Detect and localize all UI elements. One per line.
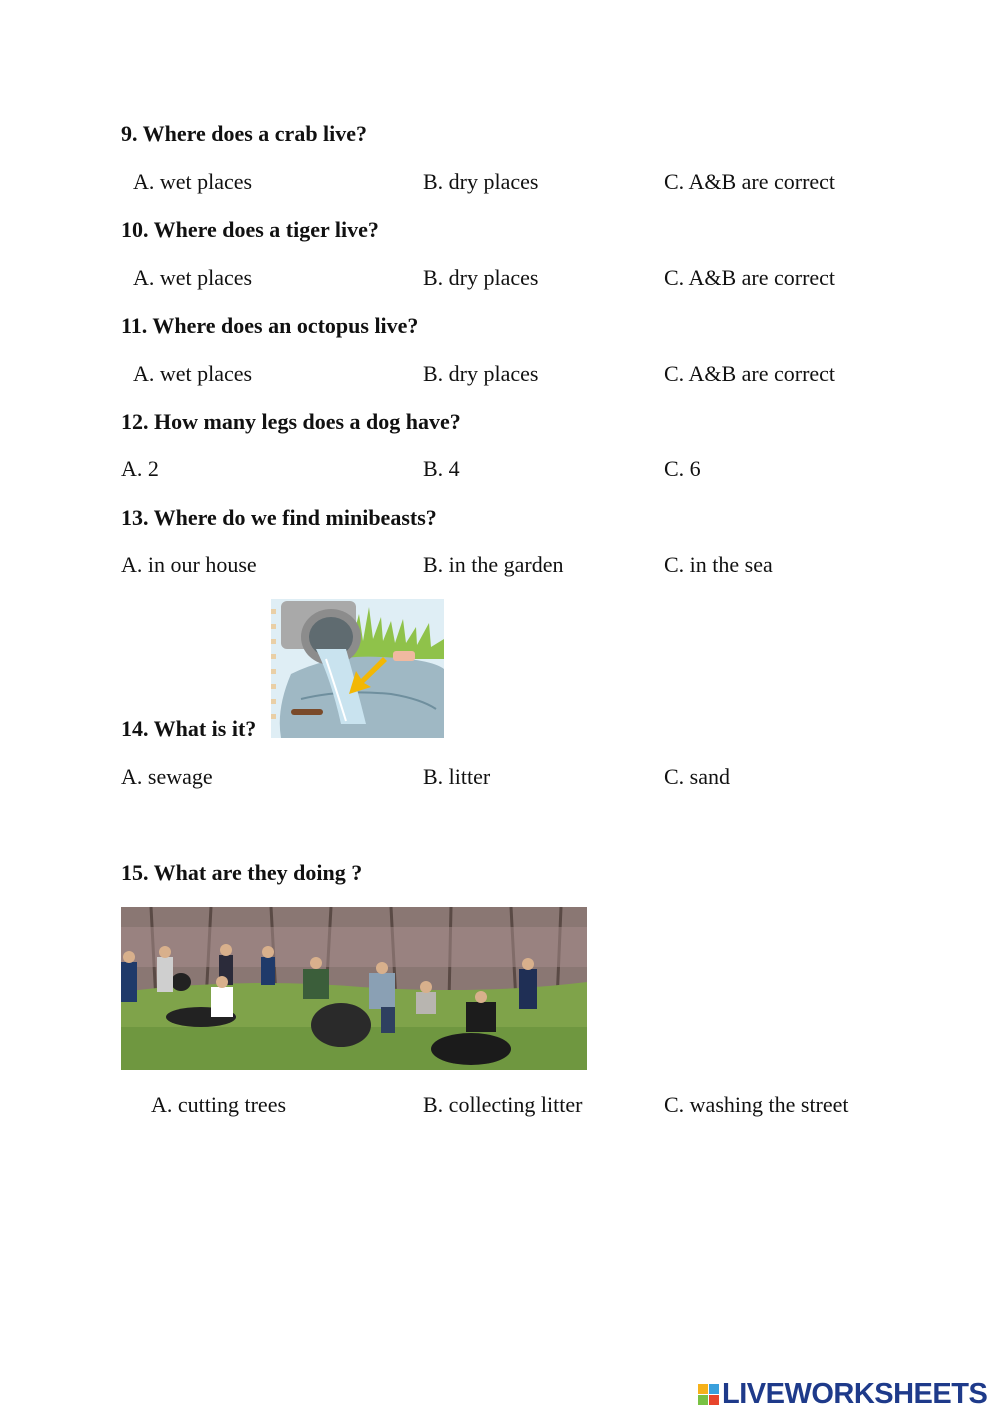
question-10: 10. Where does a tiger live? xyxy=(121,217,379,242)
option-10-c[interactable]: C. A&B are correct xyxy=(664,265,836,290)
question-12: 12. How many legs does a dog have? xyxy=(121,409,461,434)
option-10-b[interactable]: B. dry places xyxy=(423,265,539,290)
option-12-c[interactable]: C. 6 xyxy=(664,456,701,481)
sewage-pipe-illustration xyxy=(271,599,444,738)
option-10-a[interactable]: A. wet places xyxy=(133,265,253,290)
option-12-a[interactable]: A. 2 xyxy=(121,456,159,481)
option-14-a[interactable]: A. sewage xyxy=(121,764,213,789)
option-15-c[interactable]: C. washing the street xyxy=(664,1092,849,1117)
question-14: 14. What is it? xyxy=(121,716,257,741)
option-13-b[interactable]: B. in the garden xyxy=(423,552,564,577)
option-14-c[interactable]: C. sand xyxy=(664,764,730,789)
option-9-c[interactable]: C. A&B are correct xyxy=(664,169,836,194)
option-15-a[interactable]: A. cutting trees xyxy=(151,1092,287,1117)
question-11: 11. Where does an octopus live? xyxy=(121,313,419,338)
option-9-b[interactable]: B. dry places xyxy=(423,169,539,194)
option-11-b[interactable]: B. dry places xyxy=(423,361,539,386)
logo-text: LIVEWORKSHEETS xyxy=(722,1378,988,1410)
question-13: 13. Where do we find minibeasts? xyxy=(121,505,437,530)
question-9: 9. Where does a crab live? xyxy=(121,121,368,146)
option-13-c[interactable]: C. in the sea xyxy=(664,552,773,577)
option-15-b[interactable]: B. collecting litter xyxy=(423,1092,583,1117)
liveworksheets-logo[interactable] xyxy=(698,1378,987,1411)
option-11-a[interactable]: A. wet places xyxy=(133,361,253,386)
sewage-pipe-image xyxy=(271,599,444,738)
option-9-a[interactable]: A. wet places xyxy=(133,169,253,194)
logo-blocks-icon xyxy=(698,1384,719,1405)
litter-collection-photo xyxy=(121,907,587,1070)
option-12-b[interactable]: B. 4 xyxy=(423,456,460,481)
option-13-a[interactable]: A. in our house xyxy=(121,552,257,577)
people-collecting-litter-photo xyxy=(121,907,587,1070)
option-14-b[interactable]: B. litter xyxy=(423,764,491,789)
question-15: 15. What are they doing ? xyxy=(121,860,363,885)
option-11-c[interactable]: C. A&B are correct xyxy=(664,361,836,386)
